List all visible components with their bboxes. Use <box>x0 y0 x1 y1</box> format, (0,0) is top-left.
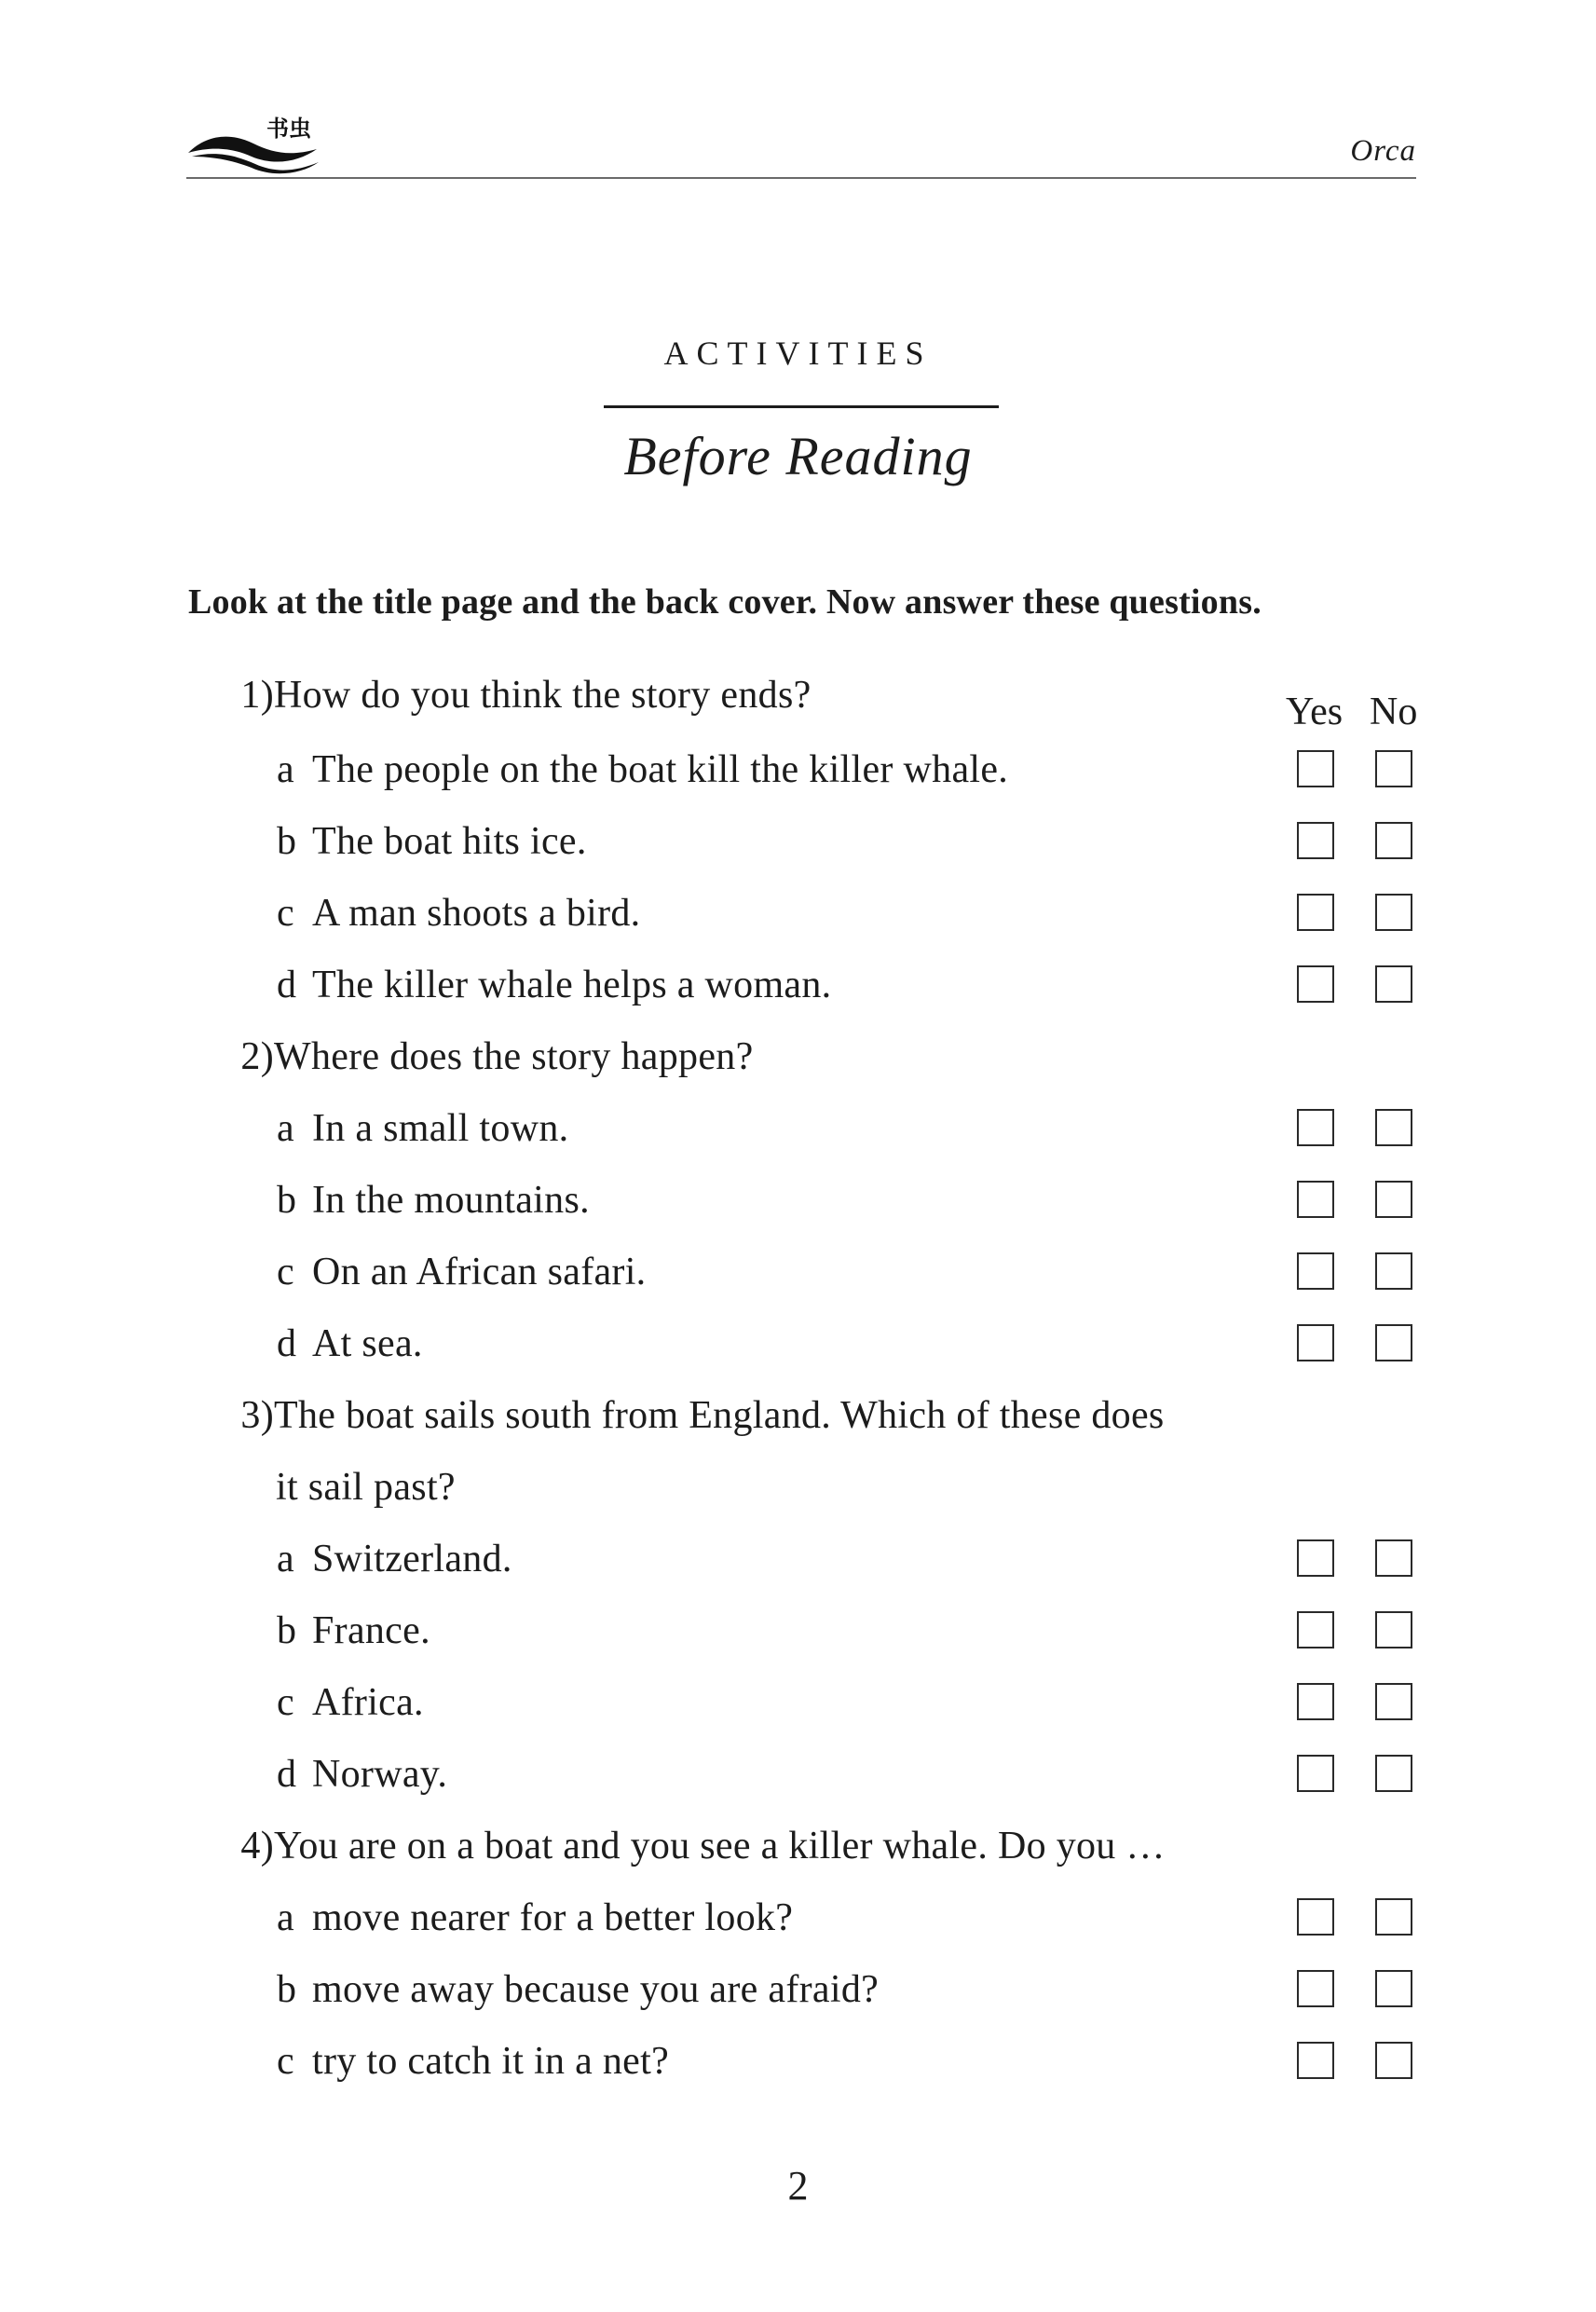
option-text: The boat hits ice. <box>312 820 587 863</box>
question-text: How do you think the story ends? <box>274 674 812 717</box>
question-text: The boat sails south from England. Which of these does <box>274 1394 1165 1437</box>
option-text: In a small town. <box>312 1107 569 1150</box>
bookworm-logo <box>186 116 326 175</box>
yes-checkbox-3a[interactable] <box>1297 1539 1334 1577</box>
option-text: move away because you are afraid? <box>312 1968 880 2011</box>
option-letter: a <box>277 1538 294 1580</box>
option-letter: b <box>277 820 297 863</box>
option-text: A man shoots a bird. <box>312 892 641 935</box>
yes-checkbox-4b[interactable] <box>1297 1970 1334 2007</box>
option-text: On an African safari. <box>312 1251 647 1293</box>
option-letter: c <box>277 892 294 935</box>
option-text: move nearer for a better look? <box>312 1896 794 1939</box>
option-4b <box>277 1967 879 2012</box>
option-3d <box>277 1752 447 1797</box>
yes-checkbox-4a[interactable] <box>1297 1898 1334 1936</box>
no-checkbox-1a[interactable] <box>1375 750 1412 787</box>
option-text: In the mountains. <box>312 1179 590 1222</box>
no-checkbox-3d[interactable] <box>1375 1755 1412 1792</box>
question-number: 4) <box>240 1825 274 1867</box>
question-4 <box>229 1824 1166 1868</box>
question-text: Where does the story happen? <box>274 1035 754 1078</box>
yes-checkbox-3c[interactable] <box>1297 1683 1334 1720</box>
yes-checkbox-2d[interactable] <box>1297 1324 1334 1361</box>
option-4c <box>277 2039 669 2084</box>
no-checkbox-4c[interactable] <box>1375 2042 1412 2079</box>
no-checkbox-2d[interactable] <box>1375 1324 1412 1361</box>
no-checkbox-2b[interactable] <box>1375 1181 1412 1218</box>
book-title: Orca <box>1350 134 1416 168</box>
running-header <box>186 112 1416 179</box>
logo-text: 书虫 <box>266 116 311 142</box>
no-checkbox-4a[interactable] <box>1375 1898 1412 1936</box>
option-1c <box>277 891 640 936</box>
section-title: ACTIVITIES <box>663 335 933 372</box>
option-letter: d <box>277 1753 297 1796</box>
no-checkbox-3c[interactable] <box>1375 1683 1412 1720</box>
option-text: At sea. <box>312 1322 423 1365</box>
yes-checkbox-2b[interactable] <box>1297 1181 1334 1218</box>
option-letter: a <box>277 748 294 791</box>
option-letter: c <box>277 1681 294 1724</box>
option-text: France. <box>312 1609 430 1652</box>
yes-checkbox-1b[interactable] <box>1297 822 1334 859</box>
option-3b <box>277 1608 430 1653</box>
yes-checkbox-2a[interactable] <box>1297 1109 1334 1146</box>
option-1d <box>277 963 831 1007</box>
option-letter: c <box>277 2040 294 2083</box>
option-text: Norway. <box>312 1753 448 1796</box>
question-text: You are on a boat and you see a killer whale. Do you … <box>274 1825 1166 1867</box>
option-letter: b <box>277 1609 297 1652</box>
yes-checkbox-3d[interactable] <box>1297 1755 1334 1792</box>
no-checkbox-1c[interactable] <box>1375 894 1412 931</box>
title-divider <box>604 405 999 408</box>
option-2c <box>277 1250 646 1294</box>
option-4a <box>277 1895 793 1940</box>
no-checkbox-2c[interactable] <box>1375 1252 1412 1290</box>
option-3a <box>277 1537 512 1581</box>
yes-checkbox-1a[interactable] <box>1297 750 1334 787</box>
instruction-text: Look at the title page and the back cover. Now answer these questions. <box>188 582 1262 622</box>
yes-checkbox-1d[interactable] <box>1297 965 1334 1003</box>
option-letter: a <box>277 1896 294 1939</box>
question-text: it sail past? <box>276 1466 456 1509</box>
option-letter: b <box>277 1179 297 1222</box>
question-3-continued <box>276 1465 456 1510</box>
option-text: Africa. <box>312 1681 424 1724</box>
option-2d <box>277 1321 423 1366</box>
option-letter: b <box>277 1968 297 2011</box>
yes-checkbox-4c[interactable] <box>1297 2042 1334 2079</box>
option-letter: d <box>277 1322 297 1365</box>
question-3 <box>229 1393 1165 1438</box>
no-checkbox-3a[interactable] <box>1375 1539 1412 1577</box>
yes-checkbox-3b[interactable] <box>1297 1611 1334 1648</box>
no-column-header: No <box>1370 691 1418 733</box>
no-checkbox-3b[interactable] <box>1375 1611 1412 1648</box>
option-letter: c <box>277 1251 294 1293</box>
no-checkbox-1d[interactable] <box>1375 965 1412 1003</box>
question-number: 3) <box>240 1394 274 1437</box>
question-1 <box>229 673 812 718</box>
option-text: try to catch it in a net? <box>312 2040 670 2083</box>
yes-checkbox-2c[interactable] <box>1297 1252 1334 1290</box>
option-text: Switzerland. <box>312 1538 512 1580</box>
option-letter: d <box>277 964 297 1006</box>
option-text: The killer whale helps a woman. <box>312 964 832 1006</box>
question-number: 1) <box>240 674 274 717</box>
option-1a <box>277 747 1008 792</box>
no-checkbox-1b[interactable] <box>1375 822 1412 859</box>
option-1b <box>277 819 587 864</box>
question-2 <box>229 1034 754 1079</box>
page-number: 2 <box>787 2163 809 2209</box>
option-2a <box>277 1106 568 1151</box>
option-letter: a <box>277 1107 294 1150</box>
question-number: 2) <box>240 1035 274 1078</box>
option-3c <box>277 1680 424 1725</box>
wave-logo-icon <box>186 116 326 175</box>
yes-checkbox-1c[interactable] <box>1297 894 1334 931</box>
no-checkbox-4b[interactable] <box>1375 1970 1412 2007</box>
section-subtitle: Before Reading <box>623 426 973 486</box>
option-text: The people on the boat kill the killer whale. <box>312 748 1009 791</box>
yes-column-header: Yes <box>1286 691 1344 733</box>
no-checkbox-2a[interactable] <box>1375 1109 1412 1146</box>
option-2b <box>277 1178 590 1223</box>
